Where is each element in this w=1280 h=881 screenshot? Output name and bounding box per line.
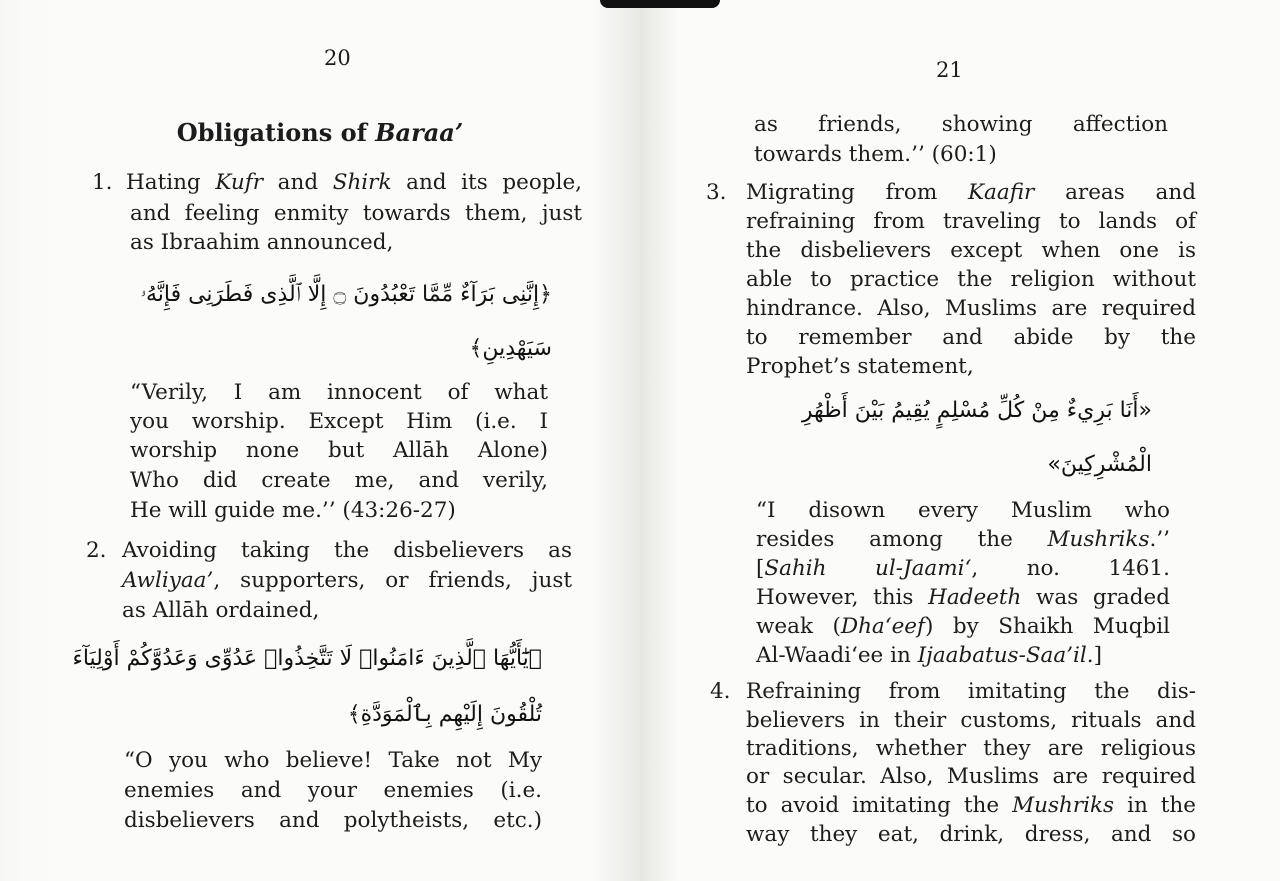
- quote-line: Who did create me, and verily,: [130, 468, 548, 493]
- book-spine-shadow: [600, 0, 720, 8]
- quote-line: enemies and your enemies (i.e.: [124, 778, 542, 803]
- quote-line: you worship. Except Him (i.e. I: [130, 409, 548, 434]
- text-line: Refraining from imitating the dis-: [746, 679, 1196, 704]
- section-title: Obligations of Baraa’: [176, 118, 464, 147]
- text-line: able to practice the religion without: [746, 267, 1196, 292]
- quote-line: “I disown every Muslim who: [756, 498, 1170, 523]
- text-line: believers in their customs, rituals and: [746, 708, 1196, 733]
- text-line: Prophet’s statement,: [746, 354, 974, 379]
- quote-line: “O you who believe! Take not My: [124, 748, 542, 773]
- arabic-hadith: «أَنَا بَرِيءٌ مِنْ كُلِّ مُسْلِمٍ يُقِيمُ بَيْنَ أَظْهُرِ: [801, 398, 1152, 423]
- text-line: or secular. Also, Muslims are required: [746, 764, 1196, 789]
- text-line: way they eat, drink, dress, and so: [746, 822, 1196, 847]
- text-line: to remember and abide by the: [746, 325, 1196, 350]
- text-line: hindrance. Also, Muslims are required: [746, 296, 1196, 321]
- citation-line: However, this Hadeeth was graded: [756, 585, 1170, 610]
- quote-line: disbelievers and polytheists, etc.): [124, 808, 542, 833]
- text-line: traditions, whether they are religious: [746, 736, 1196, 761]
- arabic-verse: سَيَهْدِينِ﴾: [469, 336, 552, 361]
- text-line: Avoiding taking the disbelievers as: [122, 538, 572, 563]
- text-line: as Allāh ordained,: [122, 598, 320, 623]
- text-line: Migrating from Kaafir areas and: [746, 180, 1196, 205]
- text-line: to avoid imitating the Mushriks in the: [746, 793, 1197, 818]
- text-line: the disbelievers except when one is: [746, 238, 1196, 263]
- item-number: 2.: [86, 538, 107, 563]
- text-line: refraining from traveling to lands of: [746, 209, 1196, 234]
- citation-line: Al-Waadi‘ee in Ijaabatus-Saa’il.]: [756, 643, 1103, 668]
- quote-line: “Verily, I am innocent of what: [130, 380, 548, 405]
- page-number-left: 20: [324, 46, 351, 70]
- arabic-verse: تُلْقُونَ إِلَيْهِم بِٱلْمَوَدَّةِ﴾: [347, 702, 542, 727]
- item-number: 4.: [710, 679, 731, 704]
- arabic-hadith: الْمُشْرِكِينَ»: [1047, 452, 1152, 477]
- text-line: as Ibraahim announced,: [130, 230, 394, 255]
- arabic-verse: ﴿يَٰٓأَيُّهَا ٱلَّذِينَ ءَامَنُوا۟ لَا تَتَّخِذُوا۟ عَدُوِّى وَعَدُوَّكُمْ أَوْلِيَآءَ: [72, 646, 542, 671]
- right-page: [640, 0, 1280, 881]
- text-line: towards them.’’ (60:1): [754, 142, 997, 167]
- arabic-verse: ﴿إِنَّنِى بَرَآءٌ مِّمَّا تَعْبُدُونَ ۝ إِلَّا ٱلَّذِى فَطَرَنِى فَإِنَّهُۥ: [140, 282, 552, 307]
- text-line: Hating Kufr and Shirk and its people,: [126, 170, 582, 195]
- page-number-right: 21: [936, 58, 963, 82]
- citation-line: [Sahih ul-Jaami‘, no. 1461.: [756, 556, 1170, 581]
- citation-line: weak (Dha‘eef) by Shaikh Muqbil: [756, 614, 1170, 639]
- item-number: 1.: [92, 170, 113, 195]
- item-number: 3.: [706, 180, 727, 205]
- text-line: as friends, showing affection: [754, 112, 1168, 137]
- text-line: Awliyaa’, supporters, or friends, just: [122, 568, 572, 593]
- quote-line: resides among the Mushriks.’’: [756, 527, 1170, 552]
- quote-line: He will guide me.’’ (43:26-27): [130, 498, 456, 523]
- quote-line: worship none but Allāh Alone): [130, 438, 548, 463]
- text-line: and feeling enmity towards them, just: [130, 201, 582, 226]
